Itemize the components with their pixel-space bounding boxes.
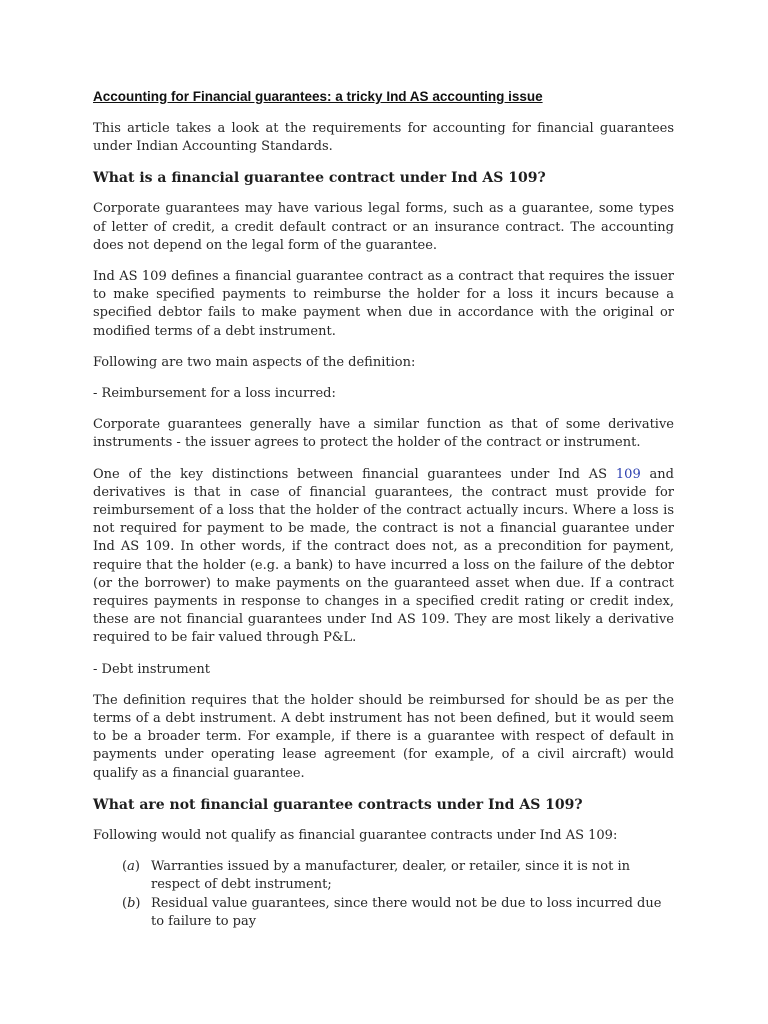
exclusions-list	[93, 858, 674, 931]
list-item	[122, 895, 674, 931]
paragraph-derivative-function: Corporate guarantees generally have a similar function as that of some derivative instruments - the issuer agrees to protect the holder of the contract or instrument.	[93, 417, 674, 451]
paragraph-not-qualify-intro: Following would not qualify as financial guarantee contracts under Ind AS 109:	[93, 827, 618, 843]
list-item-text: Residual value guarantees, since there would not be due to loss incurred due to failure to pay	[151, 895, 662, 929]
paragraph-legal-forms: Corporate guarantees may have various legal forms, such as a guarantee, some types of letter of credit, a credit default contract or an insurance contract. The accounting does not depend on the legal form of the guarantee.	[93, 201, 674, 253]
section-heading-not-guarantees: What are not financial guarantee contracts under Ind AS 109?	[93, 796, 583, 813]
key-distinctions-start: One of the key distinctions between financial guarantees under Ind AS	[93, 466, 616, 482]
list-marker: (a)	[122, 859, 140, 875]
ind-as-reference-link[interactable]: 109	[615, 466, 641, 482]
section-heading-definition: What is a financial guarantee contract under Ind AS 109?	[93, 170, 546, 187]
aspect-reimbursement: - Reimbursement for a loss incurred:	[93, 386, 336, 402]
paragraph-definition: Ind AS 109 defines a financial guarantee contract as a contract that requires the issuer to make specified payments to reimburse the holder for a loss it incurs because a specified debtor fails to make payment when due in accordance with the original or modified terms of a debt instrument.	[93, 269, 674, 339]
intro-paragraph: This article takes a look at the requirements for accounting for financial guarantees under Indian Accounting Standards.	[93, 121, 674, 155]
aspect-debt-instrument: - Debt instrument	[93, 661, 210, 677]
paragraph-key-distinctions	[93, 466, 674, 648]
list-item	[122, 858, 674, 894]
key-distinctions-end: and derivatives is that in case of financial guarantees, the contract must provide for reimbursement of a loss that the holder of the contract actually incurs. Where a loss is not required for payment to be made, the contract is not a financial guarantee under Ind AS 109. In other words, if the contract does not, as a precondition for payment, require that the holder (e.g. a bank) to have incurred a loss on the failure of the debtor (or the borrower) to make payments on the guaranteed asset when due. If a contract requires payments in response to changes in a specified credit rating or credit index, these are not financial guarantees under Ind AS 109. They are most likely a derivative required to be fair valued through P&L.	[93, 466, 675, 646]
document-page	[93, 88, 674, 931]
document-title: Accounting for Financial guarantees: a tricky Ind AS accounting issue	[93, 89, 543, 104]
list-item-text: Warranties issued by a manufacturer, dealer, or retailer, since it is not in respect of debt instrument;	[151, 859, 630, 893]
paragraph-aspects-intro: Following are two main aspects of the definition:	[93, 354, 416, 370]
list-marker: (b)	[122, 895, 141, 911]
paragraph-debt-instrument: The definition requires that the holder should be reimbursed for should be as per the terms of a debt instrument. A debt instrument has not been defined, but it would seem to be a broader term. For example, if there is a guarantee with respect of default in payments under operating lease agreement (for example, of a civil aircraft) would qualify as a financial guarantee.	[93, 692, 674, 781]
